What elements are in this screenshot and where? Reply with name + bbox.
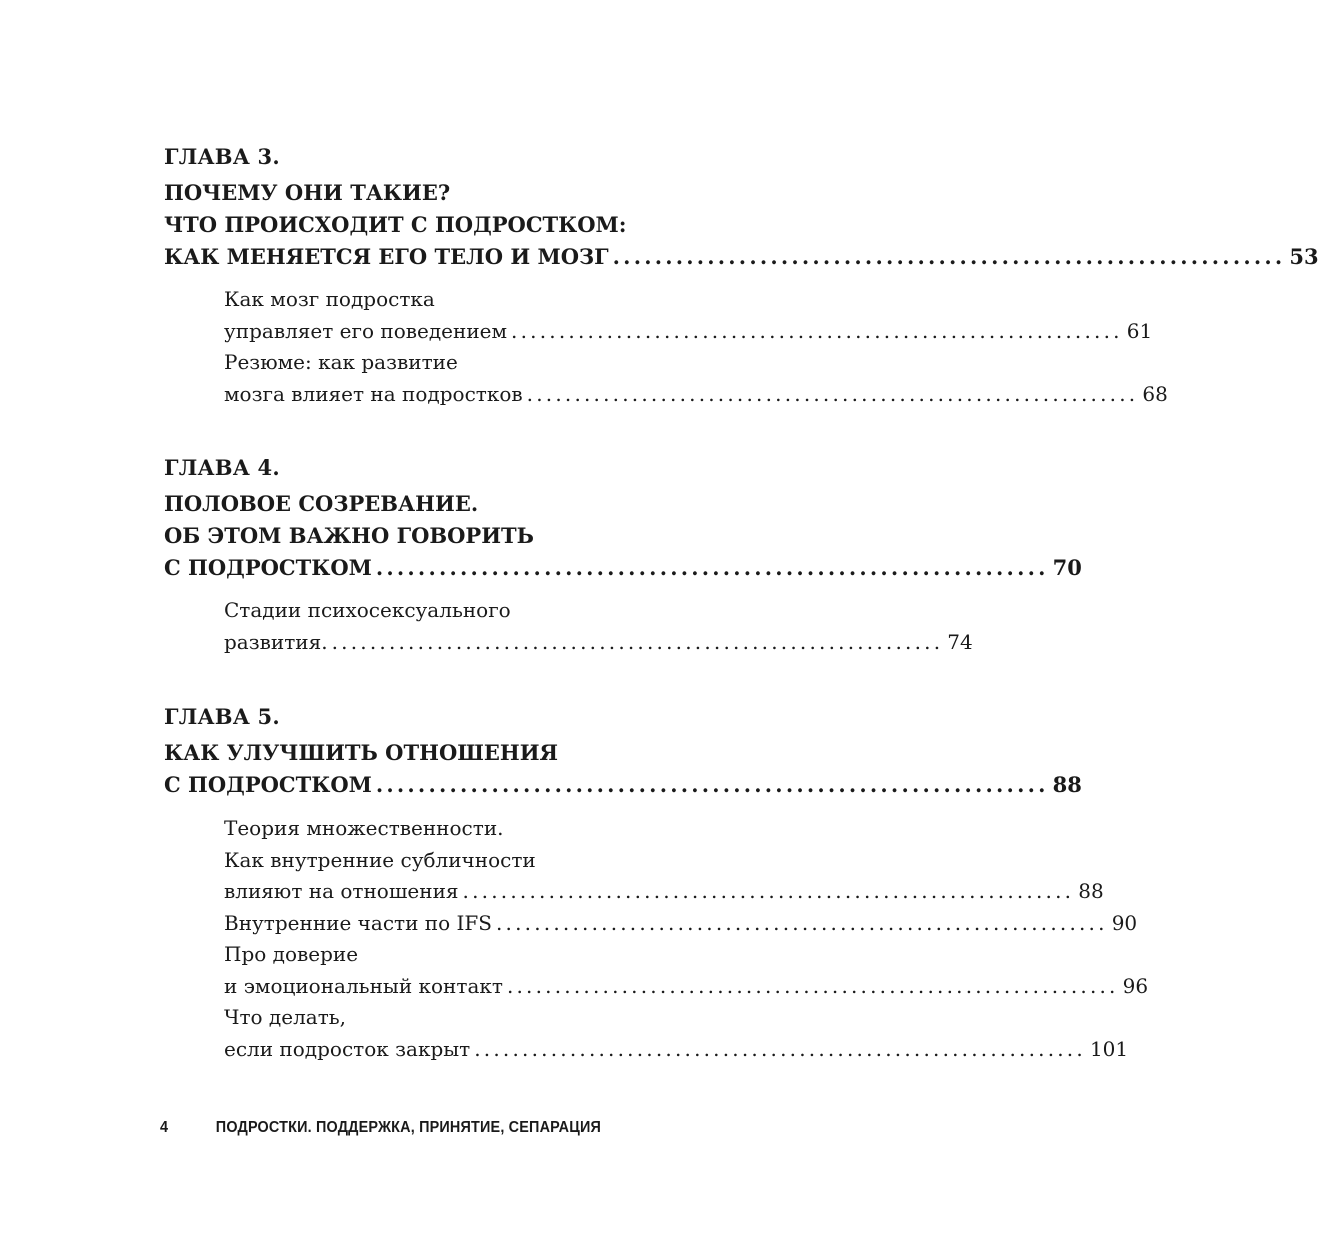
chapter-3-heading	[164, 142, 650, 172]
chapter-5-title	[164, 737, 1082, 801]
section-line: Теория множественности.	[224, 816, 504, 840]
toc-chapter-entry[interactable]	[164, 769, 1082, 801]
toc-section-entry[interactable]	[224, 379, 1168, 411]
section-title: Внутренние части по IFS	[224, 910, 492, 935]
toc-section-entry[interactable]	[224, 1034, 1129, 1066]
dot-leader: ................................................................	[474, 1036, 1086, 1061]
chapter-title-line: КАК МЕНЯЕТСЯ ЕГО ТЕЛО И МОЗГ	[164, 244, 609, 269]
running-footer	[160, 1116, 602, 1140]
chapter-label: ГЛАВА 3.	[164, 144, 280, 169]
page-number: 61	[1126, 318, 1153, 343]
chapter-3-title	[164, 177, 1319, 273]
section-line: Что делать,	[224, 1005, 347, 1029]
dot-leader: ................................................................	[496, 910, 1108, 935]
dot-leader: ................................................................	[526, 381, 1139, 406]
section-title: если подросток закрыт	[224, 1036, 471, 1061]
page-number: 68	[1142, 381, 1168, 406]
chapter-title-line: ПОЛОВОЕ СОЗРЕВАНИЕ.	[164, 491, 479, 516]
toc-section-entry[interactable]	[224, 971, 1149, 1003]
toc-chapter-entry[interactable]	[164, 241, 1319, 273]
chapter-4-sections	[224, 595, 973, 658]
chapter-title-line: ОБ ЭТОМ ВАЖНО ГОВОРИТЬ	[164, 523, 535, 548]
toc-section-entry[interactable]	[224, 876, 1104, 908]
footer-page-number: 4	[160, 1119, 169, 1136]
chapter-title-line: ЧТО ПРОИСХОДИТ С ПОДРОСТКОМ:	[164, 212, 627, 237]
page-number: 70	[1052, 555, 1082, 580]
dot-leader: ................................................................	[612, 244, 1286, 269]
dot-leader: ................................................................	[462, 879, 1075, 903]
page-number: 96	[1122, 973, 1149, 998]
toc-section-entry[interactable]	[224, 627, 973, 659]
chapter-title-line: ПОЧЕМУ ОНИ ТАКИЕ?	[164, 180, 451, 205]
chapter-4-heading	[164, 453, 650, 483]
chapter-4-title	[164, 488, 1082, 584]
toc-section-entry[interactable]	[224, 316, 1153, 348]
section-line: Резюме: как развитие	[224, 350, 458, 374]
dot-leader: ................................................................	[331, 629, 944, 654]
chapter-title-line: С ПОДРОСТКОМ	[164, 555, 372, 580]
toc-chapter-entry[interactable]	[164, 552, 1082, 584]
page-number: 74	[947, 629, 973, 654]
dot-leader: ................................................................	[375, 772, 1049, 797]
section-line: Про доверие	[224, 942, 359, 966]
section-title: и эмоциональный контакт	[224, 973, 503, 998]
page-number: 88	[1052, 772, 1082, 797]
page-number: 88	[1078, 879, 1104, 903]
page-number: 90	[1111, 910, 1138, 935]
section-line: Как мозг подростка	[224, 287, 435, 311]
toc-section-entry[interactable]	[224, 908, 1138, 940]
chapter-5-sections	[224, 813, 1149, 1065]
chapter-5-heading	[164, 702, 650, 732]
section-title: влияют на отношения	[224, 879, 459, 903]
page-number: 101	[1089, 1036, 1129, 1061]
chapter-title-line: КАК УЛУЧШИТЬ ОТНОШЕНИЯ	[164, 740, 559, 765]
chapter-title-line: С ПОДРОСТКОМ	[164, 772, 372, 797]
footer-book-title: ПОДРОСТКИ. ПОДДЕРЖКА, ПРИНЯТИЕ, СЕПАРАЦИЯ	[215, 1119, 602, 1136]
page-number: 53	[1289, 244, 1319, 269]
dot-leader: ................................................................	[511, 318, 1123, 343]
chapter-label: ГЛАВА 4.	[164, 455, 280, 480]
section-line: Как внутренние субличности	[224, 847, 536, 872]
chapter-3-sections	[224, 284, 1168, 410]
dot-leader: ................................................................	[375, 555, 1049, 580]
section-title: мозга влияет на подростков	[224, 381, 523, 406]
dot-leader: ................................................................	[506, 973, 1119, 998]
section-title: управляет его поведением	[224, 318, 508, 343]
chapter-label: ГЛАВА 5.	[164, 704, 280, 729]
section-line: Стадии психосексуального	[224, 598, 511, 622]
section-title: развития.	[224, 629, 328, 654]
